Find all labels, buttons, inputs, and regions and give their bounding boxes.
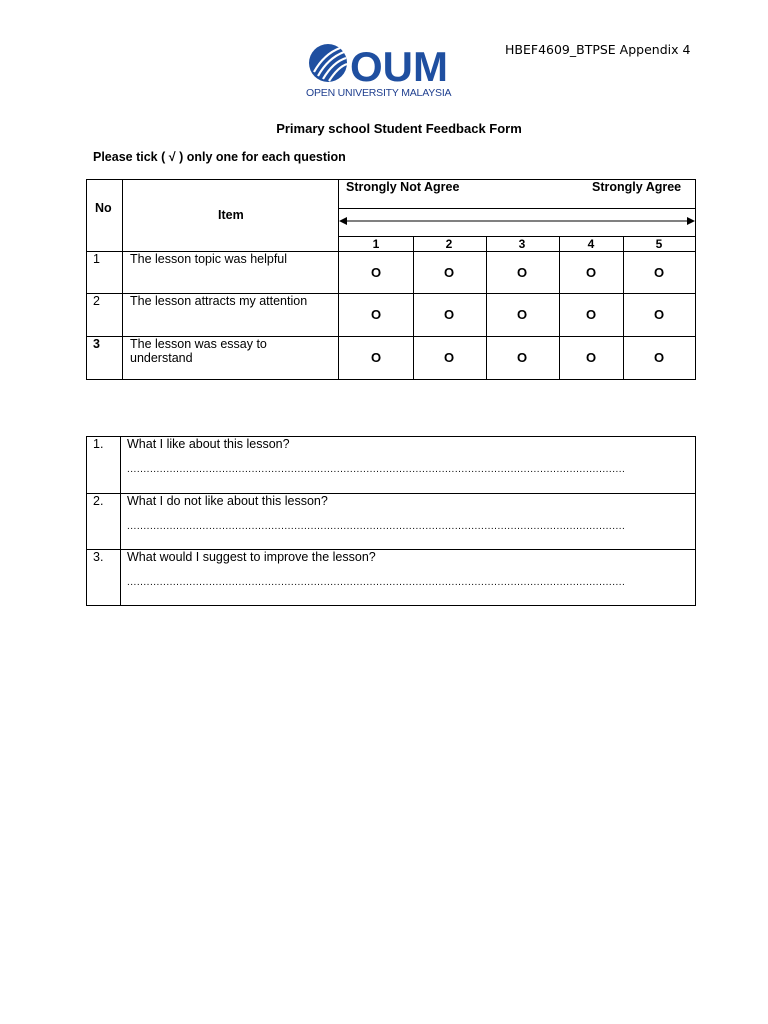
question-text: What would I suggest to improve the lesson?	[127, 550, 376, 564]
table-divider	[559, 236, 560, 379]
table-divider	[122, 180, 123, 379]
table-divider	[338, 180, 339, 379]
oum-logo	[306, 42, 466, 102]
scale-number: 3	[518, 237, 526, 251]
logo-subtitle: OPEN UNIVERSITY MALAYSIA	[306, 87, 452, 99]
form-title-text: Primary school Student Feedback Form	[276, 121, 522, 136]
rating-option[interactable]: O	[653, 307, 665, 322]
rating-option[interactable]: O	[370, 307, 382, 322]
table-divider	[120, 437, 121, 605]
table-divider	[413, 236, 414, 379]
row-item-text: The lesson was essay to understand	[130, 337, 267, 365]
feedback-table	[86, 436, 696, 606]
rating-option[interactable]: O	[585, 265, 597, 280]
logo-wordmark: OUM	[350, 43, 448, 87]
scale-arrow-icon	[339, 214, 695, 228]
scale-low-label: Strongly Not Agree	[346, 180, 460, 194]
instruction-text: Please tick ( √ ) only one for each question	[93, 150, 346, 164]
answer-line[interactable]: ........................................................................................................................................................	[127, 464, 626, 475]
row-item-text: The lesson attracts my attention	[130, 294, 308, 308]
scale-number: 5	[655, 237, 663, 251]
row-number: 3	[93, 337, 100, 351]
question-number: 3.	[93, 550, 104, 564]
rating-table	[86, 179, 696, 380]
question-number: 1.	[93, 437, 104, 451]
rating-option[interactable]: O	[653, 350, 665, 365]
answer-line[interactable]: ........................................................................................................................................................	[127, 521, 626, 532]
rating-option[interactable]: O	[443, 350, 455, 365]
row-number: 1	[93, 252, 100, 266]
rating-option[interactable]: O	[370, 350, 382, 365]
form-title	[0, 121, 768, 136]
scale-number: 4	[587, 237, 595, 251]
oum-logo-mark	[306, 42, 466, 87]
table-divider	[486, 236, 487, 379]
scale-high-label: Strongly Agree	[592, 180, 682, 194]
rating-option[interactable]: O	[585, 350, 597, 365]
rating-option[interactable]: O	[516, 265, 528, 280]
scale-number: 1	[372, 237, 380, 251]
rating-option[interactable]: O	[653, 265, 665, 280]
rating-option[interactable]: O	[516, 307, 528, 322]
document-code: HBEF4609_BTPSE Appendix 4	[505, 42, 691, 57]
question-number: 2.	[93, 494, 104, 508]
rating-option[interactable]: O	[516, 350, 528, 365]
column-header-item: Item	[218, 208, 244, 222]
table-divider	[623, 236, 624, 379]
scale-number: 2	[445, 237, 453, 251]
row-number: 2	[93, 294, 100, 308]
rating-option[interactable]: O	[443, 307, 455, 322]
answer-line[interactable]: ........................................................................................................................................................	[127, 577, 626, 588]
rating-option[interactable]: O	[585, 307, 597, 322]
rating-option[interactable]: O	[370, 265, 382, 280]
question-text: What I like about this lesson?	[127, 437, 290, 451]
question-text: What I do not like about this lesson?	[127, 494, 328, 508]
rating-option[interactable]: O	[443, 265, 455, 280]
row-item-text: The lesson topic was helpful	[130, 252, 288, 266]
table-divider	[338, 208, 695, 209]
column-header-no: No	[95, 201, 112, 215]
